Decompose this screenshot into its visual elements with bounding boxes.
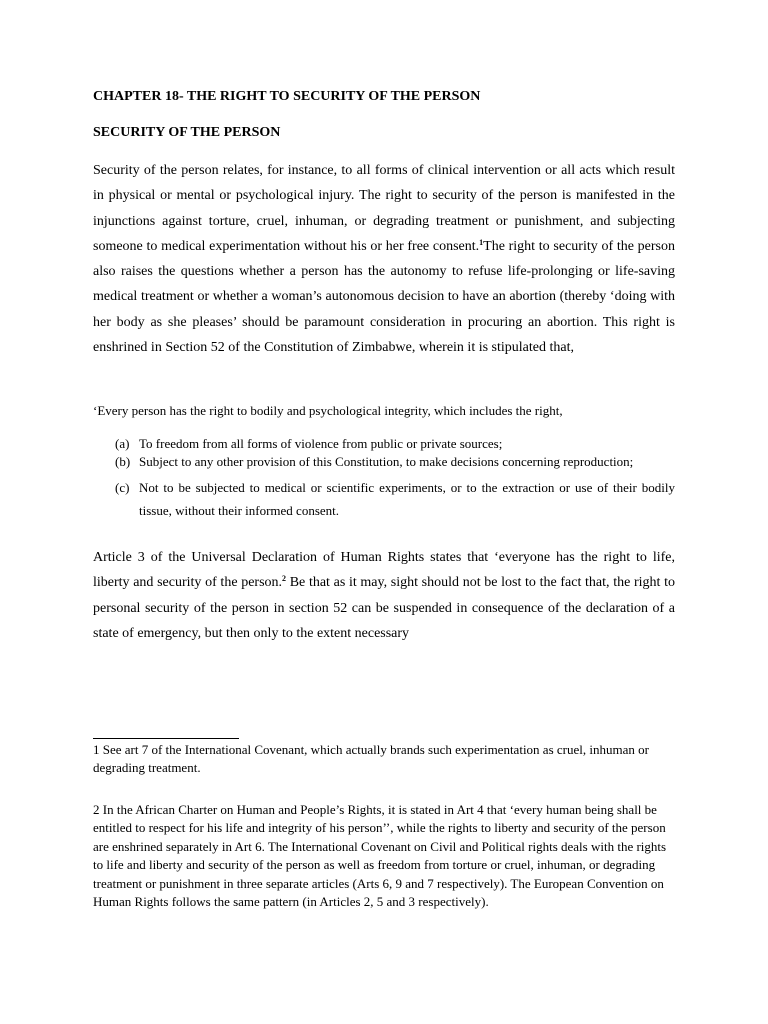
- section-title: SECURITY OF THE PERSON: [93, 125, 281, 140]
- footnote-separator: [93, 738, 239, 739]
- chapter-title: CHAPTER 18- THE RIGHT TO SECURITY OF THE PERSON: [93, 89, 481, 104]
- paragraph-1-text-a: Security of the person relates, for instance, to all forms of clinical intervention or all acts which result in physical or mental or psychological injury. The right to security of the person is manifested in the injunctions against torture, cruel, inhuman, or degrading treatment or punishment, and subjecting someone to medical experimentation without his or her free consent.: [93, 163, 675, 254]
- quote-intro: ‘Every person has the right to bodily and psychological integrity, which includes the right,: [93, 403, 563, 418]
- body-paragraph-1: [93, 158, 675, 360]
- paragraph-2-text-a: Article 3 of the Universal Declaration of Human Rights states that ‘everyone has the right to life, liberty and security of the person.: [93, 550, 675, 591]
- list-item-text: Subject to any other provision of this Constitution, to make decisions concerning reproduction;: [139, 454, 634, 469]
- list-item: [115, 454, 675, 470]
- footnote-2: 2 In the African Charter on Human and People’s Rights, it is stated in Art 4 that ‘every human being shall be entitled to respect for his life and integrity of his person’’, while the rights to liberty and security of the person are enshrined separately in Art 6. The International Covenant on Civil and Political rights deals with the rights to life and liberty and security of the person as well as freedom from torture or cruel, inhuman, or degrading treatment or punishment in three separate articles (Arts 6, 9 and 7 respectively). The European Convention on Human Rights follows the same pattern (in Articles 2, 5 and 3 respectively).: [93, 802, 667, 910]
- footnote-1: 1 See art 7 of the International Covenant, which actually brands such experimentation as cruel, inhuman or degrading treatment.: [93, 742, 649, 776]
- footnote-ref-1[interactable]: 1: [479, 237, 484, 247]
- provision-list: [115, 436, 675, 522]
- list-marker: (a): [115, 436, 130, 451]
- paragraph-2-text-b: Be that as it may, sight should not be lost to the fact that, the right to personal security of the person in section 52 can be suspended in consequence of the declaration of a state of emergency, but then only to the extent necessary: [93, 575, 675, 641]
- list-marker: (b): [115, 454, 131, 469]
- list-item-text: To freedom from all forms of violence from public or private sources;: [139, 436, 503, 451]
- footnote-ref-2[interactable]: 2: [282, 574, 287, 584]
- list-item: [115, 476, 675, 522]
- list-marker: (c): [115, 480, 130, 495]
- body-paragraph-2: [93, 545, 675, 646]
- list-item-text: Not to be subjected to medical or scientific experiments, or to the extraction or use of their bodily tissue, without their informed consent.: [139, 480, 675, 518]
- paragraph-1-text-b: The right to security of the person also raises the questions whether a person has the autonomy to refuse life-prolonging or life-saving medical treatment or whether a woman’s autonomous decision to have an abortion (thereby ‘doing with her body as she pleases’ should be paramount consideration in procuring an abortion. This right is enshrined in Section 52 of the Constitution of Zimbabwe, wherein it is stipulated that,: [93, 238, 675, 356]
- list-item: [115, 436, 675, 452]
